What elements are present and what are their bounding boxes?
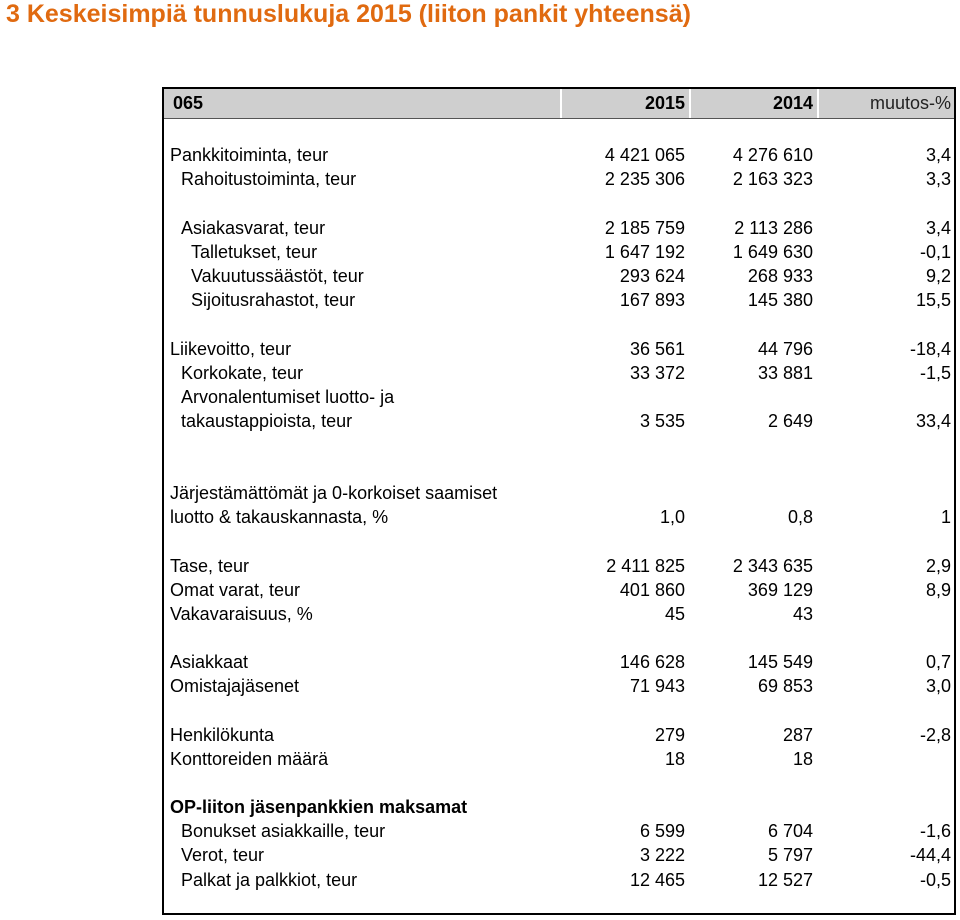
- value-change: -2,8: [919, 725, 951, 745]
- value-2015: 18: [664, 749, 685, 769]
- value-change: 0,7: [925, 652, 951, 672]
- header-2014: 2014: [772, 93, 813, 113]
- table-row: [0, 747, 960, 771]
- table-row: [0, 216, 960, 240]
- value-2015: 45: [664, 604, 685, 624]
- row-label: Pankkitoiminta, teur: [170, 145, 329, 165]
- row-label: takaustappioista, teur: [181, 411, 353, 431]
- value-2014: 43: [792, 604, 813, 624]
- value-change: 3,4: [925, 218, 951, 238]
- value-2015: 167 893: [619, 290, 685, 310]
- value-2015: 36 561: [629, 339, 685, 359]
- table-row: [0, 337, 960, 361]
- row-label: Sijoitusrahastot, teur: [191, 290, 356, 310]
- value-change: 9,2: [925, 266, 951, 286]
- value-2014: 2 113 286: [734, 218, 813, 238]
- row-label: Konttoreiden määrä: [170, 749, 329, 769]
- value-change: -1,6: [919, 821, 951, 841]
- table-row: [0, 264, 960, 288]
- row-label: Arvonalentumiset luotto- ja: [181, 387, 395, 407]
- value-2014: 2 343 635: [732, 556, 813, 576]
- header-2015: 2015: [644, 93, 685, 113]
- value-2015: 33 372: [629, 363, 685, 383]
- table-row: [0, 240, 960, 264]
- value-2015: 2 185 759: [604, 218, 685, 238]
- value-change: 1: [940, 507, 951, 527]
- table-row: [0, 723, 960, 747]
- table-row: [0, 505, 960, 529]
- table-row: [0, 288, 960, 312]
- value-change: 2,9: [925, 556, 951, 576]
- table-row: [0, 361, 960, 385]
- value-2015: 3 535: [639, 411, 685, 431]
- value-2014: 18: [792, 749, 813, 769]
- value-2014: 12 527: [757, 870, 813, 890]
- section-heading: OP-liiton jäsenpankkien maksamat: [170, 797, 468, 817]
- value-2014: 5 797: [767, 845, 813, 865]
- row-label: Vakavaraisuus, %: [170, 604, 313, 624]
- value-2015: 4 421 065: [604, 145, 685, 165]
- table-row: [0, 795, 960, 819]
- table-row: [0, 167, 960, 191]
- header-change: muutos-%: [869, 93, 951, 113]
- table-row: [0, 578, 960, 602]
- value-2015: 71 943: [629, 676, 685, 696]
- row-label: Bonukset asiakkaille, teur: [181, 821, 386, 841]
- value-2015: 401 860: [619, 580, 685, 600]
- value-2014: 2 163 323: [732, 169, 813, 189]
- row-label: Omistajajäsenet: [170, 676, 300, 696]
- value-2014: 369 129: [747, 580, 813, 600]
- value-2014: 287: [782, 725, 813, 745]
- value-change: -44,4: [909, 845, 951, 865]
- value-2015: 12 465: [629, 870, 685, 890]
- value-2014: 4 276 610: [732, 145, 813, 165]
- value-change: 8,9: [925, 580, 951, 600]
- value-change: -0,1: [919, 242, 951, 262]
- value-2015: 2 411 825: [606, 556, 685, 576]
- table-row: [0, 385, 960, 409]
- value-change: -0,5: [919, 870, 951, 890]
- row-label: Asiakkaat: [170, 652, 249, 672]
- header-underline: [164, 118, 954, 119]
- value-2015: 1,0: [659, 507, 685, 527]
- row-label: Tase, teur: [170, 556, 250, 576]
- value-2014: 33 881: [757, 363, 813, 383]
- row-label: Omat varat, teur: [170, 580, 301, 600]
- row-label: Järjestämättömät ja 0-korkoiset saamiset: [170, 483, 498, 503]
- row-label: Korkokate, teur: [181, 363, 304, 383]
- table-row: [0, 650, 960, 674]
- table-row: [0, 554, 960, 578]
- value-2014: 69 853: [757, 676, 813, 696]
- row-label: luotto & takauskannasta, %: [170, 507, 389, 527]
- value-2014: 145 549: [747, 652, 813, 672]
- value-2014: 2 649: [767, 411, 813, 431]
- value-change: 3,0: [925, 676, 951, 696]
- table-header-row: [0, 91, 960, 115]
- value-2015: 2 235 306: [604, 169, 685, 189]
- page-title: 3 Keskeisimpiä tunnuslukuja 2015 (liiton pankit yhteensä): [6, 0, 691, 28]
- table-row: [0, 868, 960, 892]
- table-row: [0, 843, 960, 867]
- row-label: Talletukset, teur: [191, 242, 318, 262]
- value-change: -1,5: [919, 363, 951, 383]
- row-label: Palkat ja palkkiot, teur: [181, 870, 358, 890]
- value-change: -18,4: [909, 339, 951, 359]
- table-row: [0, 143, 960, 167]
- value-2014: 145 380: [747, 290, 813, 310]
- row-label: Henkilökunta: [170, 725, 275, 745]
- table-row: [0, 819, 960, 843]
- table-row: [0, 481, 960, 505]
- header-label: 065: [173, 93, 204, 113]
- value-2014: 44 796: [757, 339, 813, 359]
- value-change: 33,4: [915, 411, 951, 431]
- table-row: [0, 409, 960, 433]
- value-2015: 1 647 192: [604, 242, 685, 262]
- value-2014: 6 704: [767, 821, 813, 841]
- value-2015: 6 599: [639, 821, 685, 841]
- value-2015: 146 628: [619, 652, 685, 672]
- value-2014: 1 649 630: [732, 242, 813, 262]
- table-row: [0, 674, 960, 698]
- value-2015: 279: [654, 725, 685, 745]
- value-2015: 3 222: [639, 845, 685, 865]
- value-change: 15,5: [915, 290, 951, 310]
- value-change: 3,3: [925, 169, 951, 189]
- value-change: 3,4: [925, 145, 951, 165]
- value-2015: 293 624: [619, 266, 685, 286]
- row-label: Rahoitustoiminta, teur: [181, 169, 357, 189]
- table-row: [0, 602, 960, 626]
- row-label: Verot, teur: [181, 845, 265, 865]
- row-label: Asiakasvarat, teur: [181, 218, 326, 238]
- value-2014: 0,8: [787, 507, 813, 527]
- value-2014: 268 933: [747, 266, 813, 286]
- row-label: Vakuutussäästöt, teur: [191, 266, 364, 286]
- row-label: Liikevoitto, teur: [170, 339, 292, 359]
